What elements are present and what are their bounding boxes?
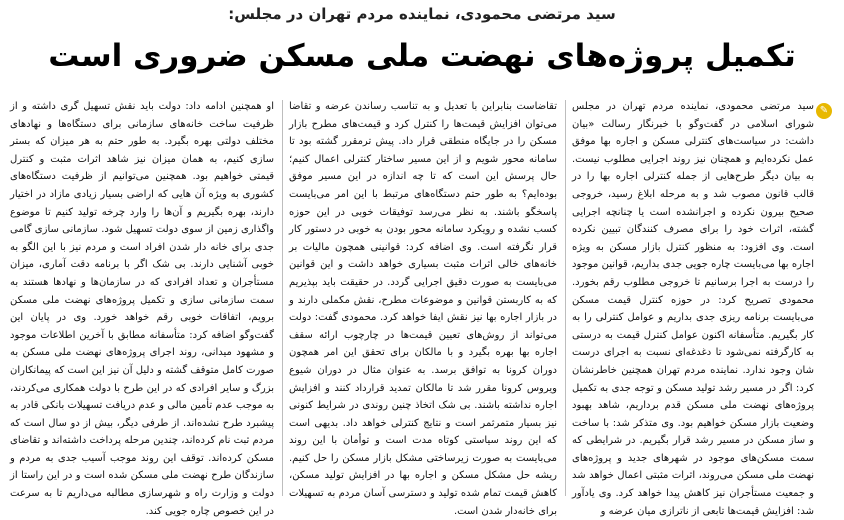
article-kicker: سید مرتضی محمودی، نماینده مردم تهران در مجلس:: [228, 5, 616, 23]
column-1-text: سید مرتضی محمودی، نماینده مردم تهران در مجلس شورای اسلامی در گفت‌وگو با خبرنگار رسالت «بیان داشت: در سیاست‌های کنترلی مسکن و اجاره بها موفق عمل نکرده‌ایم و همچنان نیز روند اجرایی مطلوب نیست. به بیان دیگر طرح‌هایی از جمله کنترلی اجاره بها را در قالب قانون مصوب شد و به مرحله ابلاغ رسید، خروجی صحیح بیرون نکرده و اجرانشده است یا چنانچه اجرایی گشته، اثرات خود را برای مصرف کنندگان تبیین نکرده است. وی افزود: به منظور کنترل بازار مسکن به ویژه اجاره بها می‌بایست چاره جویی جدی بداریم، قوانین موجود را درست به اجرا برسانیم تا خروجی مطلوب رقم بخورد. محمودی تصریح کرد: در حوزه کنترل قیمت مسکن می‌بایست برنامه ریزی جدی بداریم و عوامل کنترلی را به کار بگیریم. متأسفانه اکنون عوامل کنترل قیمت به درستی به کارگرفته نمی‌شود تا دغدغه‌ای نسبت به اجرای درست شان وجود ندارد. نماینده مردم تهران همچنین خاطرنشان کرد: اگر در مسیر رشد تولید مسکن و توجه جدی به تکمیل پروژه‌های نهضت ملی مسکن قدم برداریم، شاهد بهبود وضعیت بازار مسکن خواهیم بود. وی متذکر شد: با ساخت و ساز مسکن در مسیر رشد قرار بگیریم. در شرایطی که سمت مسکن‌های موجود در شهرهای جدید و پروژه‌های نهضت ملی مسکن می‌روند، اثرات مثبتی اعمال خواهد شد و جمعیت مستأجران نیز کاهش پیدا خواهد کرد. وی یادآور شد: افزایش قیمت‌ها تابعی از ناترازی میان عرضه و: [572, 101, 814, 517]
column-2-text: تقاضاست بنابراین با تعدیل و به تناسب رساندن عرضه و تقاضا می‌توان افزایش قیمت‌ها را کنترل کرد و قیمت‌های مطرح بازار مسکن را در جایگاه منطقی قرار داد. پیش ترمقرر گشته بود تا سامانه محور شویم و از این مسیر ساختار کنترلی اعمال کنیم؛ حال پرسش این است که تا چه اندازه در این مسیر موفق بوده‌ایم؟ به طور حتم دستگاه‌های مرتبط با این امر می‌بایست پاسخگو باشند. به نظر می‌رسد توفیقات خوبی در این حوزه کسب نشده و رویکرد سامانه محور بودن به خوبی در دستور کار قرار نگرفته است. وی اضافه کرد: قوانینی همچون مالیات بر خانه‌های خالی اثرات مثبت بسیاری خواهد داشت و این قوانین می‌بایست به صورت دقیق اجرایی گردد. در حقیقت باید بپذیریم که به کاربستن قوانین و موضوعات مطرح، نقش مکملی دارند و در بازار اجاره بها نیز نقش ایفا خواهد کرد. محمودی گفت: دولت می‌تواند از روش‌های تعیین قیمت‌ها در چارچوب ارائه سقف اجاره بها بهره بگیرد و با مالکان برای تحقق این امر همچون دوران کرونا به توافق برسد. به عنوان مثال در دوران شیوع ویروس کرونا مقرر شد تا مالکان تمدید قرارداد کنند و افزایش اجاره نداشته باشند. بی شک اتخاذ چنین روندی در شرایط کنونی نیز بسیار متمرثمر است و نتایج کنترلی خواهد داد. بدیهی است که این روند سیاستی کوتاه مدت است و توأمان با این روند می‌بایست به صورت زیرساختی مشکل بازار مسکن را حل کنیم. ریشه حل مشکل مسکن و اجاره بها در افزایش تولید مسکن، کاهش قیمت تمام شده تولید و دسترسی آسان مردم به تسهیلات برای خانه‌دار شدن است.: [289, 101, 557, 517]
article-column-2: [289, 98, 557, 517]
article-headline: تکمیل پروژه‌های نهضت ملی مسکن ضروری است: [48, 38, 796, 74]
column-divider: [282, 100, 283, 496]
article-column-1: [572, 98, 814, 517]
column-3-text: او همچنین ادامه داد: دولت باید نقش تسهیل گری داشته و از ظرفیت ساخت خانه‌های سازمانی برای دستگاه‌ها و نهادهای مختلف دولتی بهره بگیرد. به طور حتم به هر میزان که بستر سازی کنیم، به همان میزان نیز شاهد اثرات مثبت و کنترل قیمتی خواهیم بود. همچنین می‌توانیم از ظرفیت دستگاه‌های کشوری به ویژه آن هایی که اراضی بسیار زیادی مازاد در اختیار دارند، بهره بگیریم و آن‌ها را وارد چرخه تولید کنیم تا موضوع واگذاری زمین از سوی دولت تسهیل شود. سازمانی سازی گامی جدی برای خانه دار شدن افراد است و مردم نیز با این الگو به خوبی آشنایی دارند. بی شک اگر با برنامه دقت آماری، میزان مستأجران و تعداد افرادی که در سازمان‌ها و نهادها هستند به سمت سازمانی سازی و تکمیل پروژه‌های نهضت ملی مسکن برویم، اتفاقات خوبی رقم خواهد خورد. وی در پایان این گفت‌وگو اضافه کرد: متأسفانه مطابق با آخرین اطلاعات موجود و مشهود میدانی، روند اجرای پروژه‌های نهضت ملی مسکن به صورت کامل متوقف گشته و دلیل آن نیز این است که پیمانکاران بزرگ و سایر افرادی که در این طرح با دولت همکاری می‌کردند، به موجب عدم تأمین مالی و عدم دریافت تسهیلات بانکی قادر به پیشبرد طرح نشده‌اند. از طرفی دیگر، بیش از دو سال است که مردم ثبت نام کرده‌اند، چندین مرحله پرداخت داشته‌اند و تقاضای مسکن کرده‌اند. توقف این روند موجب آسیب جدی به مردم و سازندگان طرح نهضت ملی مسکن شده است و در این راستا از دولت و وزارت راه و شهرسازی مطالبه می‌داریم تا به سرعت در این خصوص چاره جویی کند.: [10, 101, 274, 517]
pen-circle-icon: ✎: [816, 103, 832, 119]
article-column-3: [10, 98, 274, 517]
column-divider: [565, 100, 566, 496]
